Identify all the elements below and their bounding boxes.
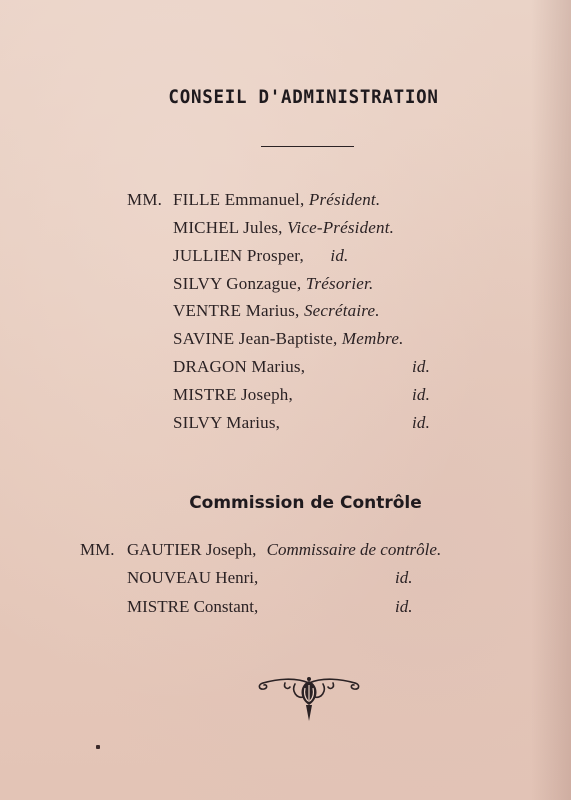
member-name: VENTRE Marius, xyxy=(173,301,300,320)
member-name: SILVY Marius, xyxy=(173,413,281,432)
member-role: Commissaire de contrôle. xyxy=(266,540,442,559)
member-role: id. xyxy=(412,357,431,376)
member-name: GAUTIER Joseph, xyxy=(127,540,257,559)
member-role: Secrétaire. xyxy=(303,301,380,320)
member-name: SILVY Gonzague, xyxy=(173,274,302,293)
fleuron-ornament-icon xyxy=(255,675,363,725)
member-role: Membre. xyxy=(341,329,404,348)
member-name: MISTRE Joseph, xyxy=(173,385,293,404)
member-name: MICHEL Jules, xyxy=(173,218,283,237)
member-name: SAVINE Jean-Baptiste, xyxy=(173,329,338,348)
member-role: id. xyxy=(412,385,431,404)
member-name: JULLIEN Prosper, xyxy=(173,246,304,265)
member-name: NOUVEAU Henri, xyxy=(127,568,259,587)
title-rule-divider xyxy=(261,146,354,147)
page-edge-shade xyxy=(531,0,571,800)
member-role: Vice-Président. xyxy=(287,218,395,237)
member-role: id. xyxy=(412,413,431,432)
member-role: id. xyxy=(330,246,349,265)
member-role: Président. xyxy=(308,190,381,209)
member-name: DRAGON Marius, xyxy=(173,357,306,376)
page-title: CONSEIL D'ADMINISTRATION xyxy=(168,86,439,108)
control-commission-title: Commission de Contrôle xyxy=(189,493,422,513)
control-prefix: MM. xyxy=(80,540,115,559)
member-name: MISTRE Constant, xyxy=(127,597,259,616)
ink-speck xyxy=(96,745,100,749)
member-role: id. xyxy=(395,597,413,616)
member-role: Trésorier. xyxy=(305,274,374,293)
board-prefix: MM. xyxy=(127,190,163,209)
member-role: id. xyxy=(395,568,413,587)
member-name: FILLE Emmanuel, xyxy=(173,190,305,209)
